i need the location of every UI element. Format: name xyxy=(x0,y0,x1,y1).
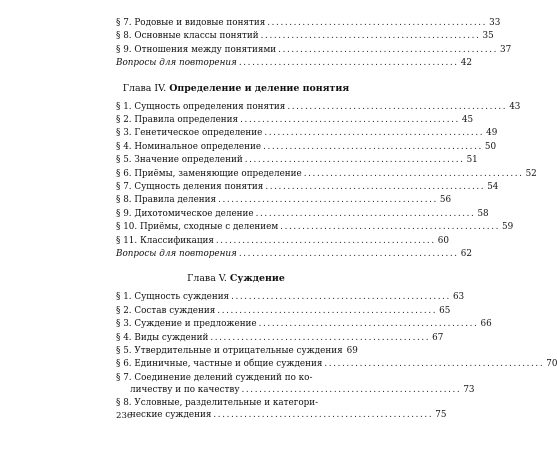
toc-entry-label: § 4. Номинальное определение xyxy=(116,141,262,152)
toc-entry-label: § 7. Сущность деления понятия xyxy=(116,182,264,192)
leader-dots: .................................................. xyxy=(258,319,479,330)
toc-entry-page: 51 xyxy=(466,155,478,166)
toc-entry-label: § 11. Классификация xyxy=(116,235,214,246)
toc-entry-review[interactable] xyxy=(116,56,472,71)
leader-dots: .................................................. xyxy=(264,128,485,139)
toc-entry-label: § 7. Родовые и видовые понятия xyxy=(116,18,266,28)
toc-entry-label: ческие суждения xyxy=(130,410,212,421)
leader-dots: .................................................. xyxy=(241,384,462,395)
toc-entry-label: § 4. Виды суждений xyxy=(116,332,209,343)
toc-entry-page: 69 xyxy=(346,346,358,356)
leader-dots: .................................................. xyxy=(280,222,500,233)
toc-entry-review[interactable] xyxy=(116,247,472,262)
leader-dots: .................................................. xyxy=(267,18,488,28)
toc-entry-page: 52 xyxy=(525,168,537,179)
leader-dots: .................................................. xyxy=(255,208,476,219)
leader-dots: .................................................. xyxy=(217,305,438,316)
toc-entry-page: 65 xyxy=(439,305,451,316)
leader-dots: .................................................. xyxy=(218,195,438,206)
chapter-prefix: Глава IV. xyxy=(122,82,167,94)
toc-entry-page: 75 xyxy=(435,410,447,421)
toc-entry-label: Вопросы для повторения xyxy=(116,58,237,69)
toc-entry-page: 43 xyxy=(509,101,521,112)
leader-dots: .................................................. xyxy=(324,359,545,370)
toc-entry-label: Вопросы для повторения xyxy=(116,249,237,259)
leader-dots: .................................................. xyxy=(213,410,434,421)
toc-entry-page: 42 xyxy=(460,58,472,69)
toc-entry-page: 59 xyxy=(502,222,514,233)
toc-entry-label: § 7. Соединение делений суждений по ко- xyxy=(116,372,313,383)
toc-entry-label: § 5. Утвердительные и отрицательные суждения xyxy=(116,346,343,356)
toc-entry-label: § 2. Правила определения xyxy=(116,115,239,125)
leader-dots: .................................................. xyxy=(215,235,436,246)
leader-dots: .................................................. xyxy=(260,31,481,42)
toc-entry-label: § 3. Суждение и предложение xyxy=(116,319,257,330)
toc-entry-label: § 8. Правила деления xyxy=(116,195,217,206)
toc-entry-label: § 9. Отношения между понятиями xyxy=(116,44,277,55)
toc-entry-page: 50 xyxy=(484,141,497,152)
chapter-heading xyxy=(116,81,356,97)
toc-entry-page: 67 xyxy=(432,332,444,343)
toc-entry-label: § 8. Основные классы понятий xyxy=(116,31,259,42)
leader-dots: .................................................. xyxy=(231,292,451,303)
leader-dots: .................................................. xyxy=(244,155,465,166)
toc-entry-page: 54 xyxy=(487,182,499,192)
toc-entry-label: § 3. Генетическое определение xyxy=(116,128,263,139)
leader-dots: .................................................. xyxy=(263,141,483,152)
toc-entry-page: 62 xyxy=(460,249,472,259)
toc-entry-page: 49 xyxy=(486,128,498,139)
toc-entry-page: 66 xyxy=(480,319,492,330)
leader-dots: .................................................. xyxy=(238,249,459,259)
page-number: 236 xyxy=(116,411,133,421)
leader-dots: .................................................. xyxy=(240,115,460,125)
toc-entry-label: § 1. Сущность суждения xyxy=(116,292,230,303)
toc-entry-page: 70 xyxy=(546,359,557,370)
chapter-prefix: Глава V. xyxy=(187,273,227,285)
chapter-title: Суждение xyxy=(229,273,285,285)
leader-dots: .................................................. xyxy=(210,332,431,343)
toc-entry-label: § 9. Дихотомическое деление xyxy=(116,208,254,219)
toc-entry-label: § 6. Единичные, частные и общие суждения xyxy=(116,359,323,370)
toc-entry-label: § 1. Сущность определения понятия xyxy=(116,101,286,112)
toc-entry-page: 45 xyxy=(461,115,474,125)
toc-entry-label: § 6. Приёмы, заменяющие определение xyxy=(116,168,302,179)
chapter-heading xyxy=(116,271,356,287)
toc-entry-line2[interactable] xyxy=(116,408,447,423)
leader-dots: .................................................. xyxy=(287,101,508,112)
toc-entry-label: § 5. Значение определений xyxy=(116,155,243,166)
toc-entry-label: личеству и по качеству xyxy=(130,384,240,395)
leader-dots: .................................................. xyxy=(265,182,486,192)
toc-entry-page: 73 xyxy=(463,384,475,395)
toc-entry-page: 58 xyxy=(477,208,489,219)
leader-dots: .................................................. xyxy=(278,44,498,55)
toc-entry-page: 60 xyxy=(437,235,449,246)
leader-dots: .................................................. xyxy=(238,58,459,69)
toc-entry-page: 33 xyxy=(489,18,501,28)
chapter-title: Определение и деление понятия xyxy=(169,82,350,94)
toc-entry-label: § 8. Условные, разделительные и категори- xyxy=(116,398,319,409)
toc-entry-label: § 10. Приёмы, сходные с делением xyxy=(116,222,279,233)
toc-entry-page: 56 xyxy=(439,195,452,206)
toc-entry-label: § 2. Состав суждения xyxy=(116,305,216,316)
toc-entry-page: 63 xyxy=(452,292,465,303)
toc-entry-page: 37 xyxy=(500,44,512,55)
toc-entry-page: 35 xyxy=(482,31,494,42)
leader-dots: .................................................. xyxy=(303,168,524,179)
